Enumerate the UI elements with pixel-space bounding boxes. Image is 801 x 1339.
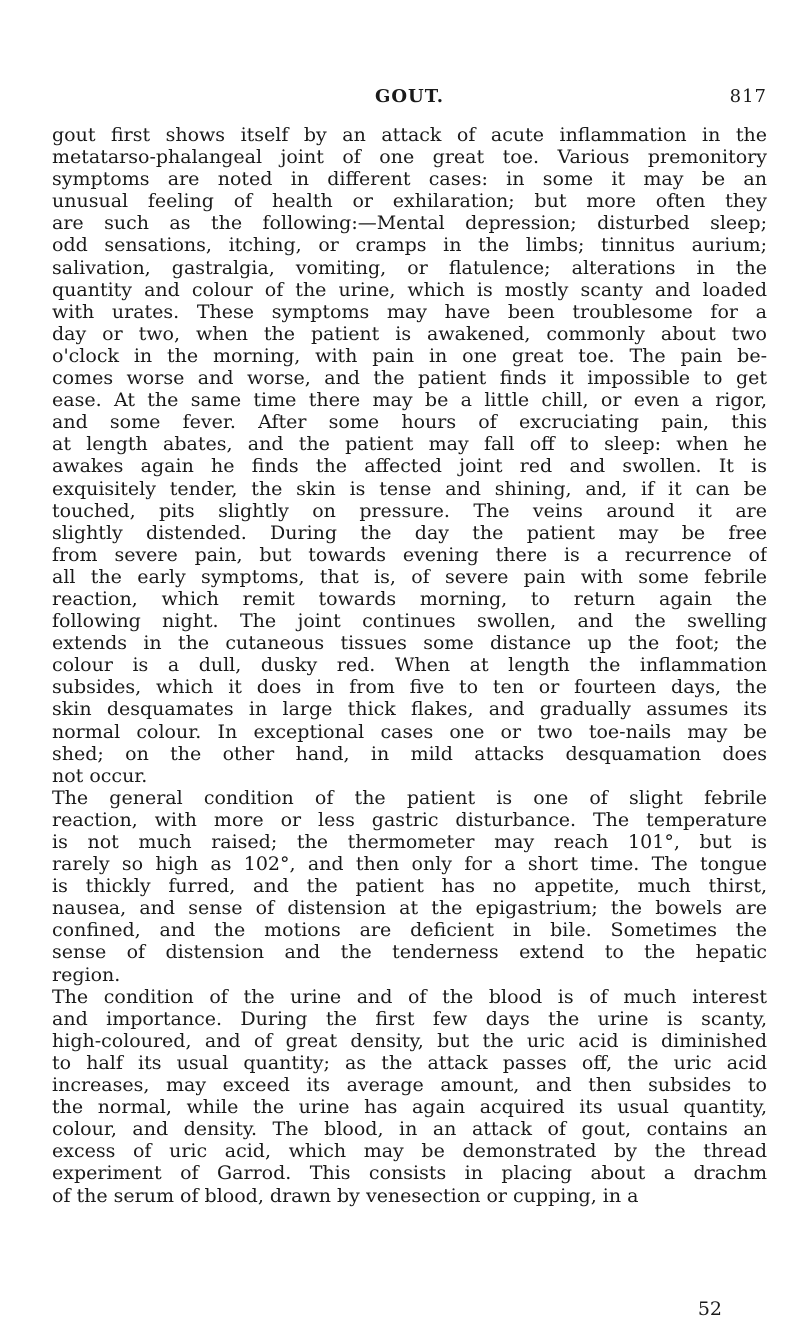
text-line: increases, may exceed its average amount, and then subsides to (52, 1074, 767, 1097)
text-line: subsides, which it does in from five to ten or fourteen days, the (52, 676, 767, 699)
text-line: sense of distension and the tenderness extend to the hepatic (52, 941, 767, 964)
text-line: region. (52, 963, 121, 986)
text-line: following night. The joint continues swollen, and the swelling (52, 610, 767, 633)
text-line: gout first shows itself by an attack of acute inflammation in the (52, 124, 767, 146)
text-line: ease. At the same time there may be a little chill, or even a rigor, (52, 389, 767, 412)
text-line: are such as the following:—Mental depression; disturbed sleep; (52, 212, 767, 235)
body-text (52, 124, 767, 1207)
text-line: and importance. During the first few days the urine is scanty, (52, 1007, 767, 1030)
text-line: reaction, which remit towards morning, to return again the (52, 587, 767, 610)
text-line: slightly distended. During the day the patient may be free (52, 521, 767, 544)
text-line: all the early symptoms, that is, of severe pain with some febrile (52, 565, 767, 588)
text-line: at length abates, and the patient may fall off to sleep: when he (52, 433, 767, 456)
text-line: and some fever. After some hours of excruciating pain, this (52, 411, 767, 434)
text-line: The condition of the urine and of the blood is of much interest (52, 985, 767, 1008)
page-number: 817 (729, 86, 767, 107)
text-line: skin desquamates in large thick flakes, and gradually assumes its (52, 698, 767, 721)
text-line: is thickly furred, and the patient has no appetite, much thirst, (52, 875, 767, 898)
text-line: with urates. These symptoms may have been troublesome for a (52, 300, 767, 323)
text-line: exquisitely tender, the skin is tense and shining, and, if it can be (52, 477, 767, 500)
running-title: GOUT. (374, 86, 445, 107)
text-line: high-coloured, and of great density, but the uric acid is diminished (52, 1029, 767, 1052)
text-line: metatarso-phalangeal joint of one great toe. Various premonitory (52, 146, 767, 169)
text-line: excess of uric acid, which may be demonstrated by the thread (52, 1140, 767, 1163)
text-line: The general condition of the patient is one of slight febrile (52, 786, 767, 809)
text-line: quantity and colour of the urine, which is mostly scanty and loaded (52, 278, 767, 301)
text-line: reaction, with more or less gastric disturbance. The temperature (52, 808, 767, 831)
signature-mark: 52 (697, 1298, 722, 1320)
text-line: unusual feeling of health or exhilaration; but more often they (52, 190, 767, 213)
text-line: the normal, while the urine has again acquired its usual quantity, (52, 1096, 767, 1119)
text-line: awakes again he finds the affected joint red and swollen. It is (52, 455, 767, 478)
text-line: not occur. (52, 764, 148, 787)
text-line: from severe pain, but towards evening there is a recurrence of (52, 543, 767, 566)
text-line: normal colour. In exceptional cases one or two toe-nails may be (52, 720, 767, 743)
text-line: comes worse and worse, and the patient finds it impossible to get (52, 367, 767, 390)
text-line: is not much raised; the thermometer may reach 101°, but is (52, 831, 767, 853)
text-line: shed; on the other hand, in mild attacks desquamation does (52, 742, 767, 765)
text-line: extends in the cutaneous tissues some distance up the foot; the (52, 632, 767, 655)
text-line: o'clock in the morning, with pain in one great toe. The pain be- (52, 344, 767, 367)
text-line: touched, pits slightly on pressure. The veins around it are (52, 499, 767, 522)
text-line: day or two, when the patient is awakened, commonly about two (52, 322, 767, 345)
text-line: confined, and the motions are deficient in bile. Sometimes the (52, 919, 767, 942)
text-line: salivation, gastralgia, vomiting, or flatulence; alterations in the (52, 256, 767, 279)
text-line: to half its usual quantity; as the attack passes off, the uric acid (52, 1051, 767, 1074)
text-line: odd sensations, itching, or cramps in the limbs; tinnitus aurium; (52, 234, 767, 257)
text-line: symptoms are noted in different cases: in some it may be an (52, 168, 767, 191)
text-line: rarely so high as 102°, and then only for a short time. The tongue (52, 853, 767, 876)
text-line: of the serum of blood, drawn by venesection or cupping, in a (52, 1184, 639, 1207)
running-head (52, 86, 767, 110)
book-page (52, 0, 767, 1339)
text-line: colour, and density. The blood, in an attack of gout, contains an (52, 1118, 767, 1141)
text-line: nausea, and sense of distension at the epigastrium; the bowels are (52, 897, 767, 920)
text-line: colour is a dull, dusky red. When at length the inflammation (52, 654, 767, 677)
text-line: experiment of Garrod. This consists in placing about a drachm (52, 1162, 767, 1185)
